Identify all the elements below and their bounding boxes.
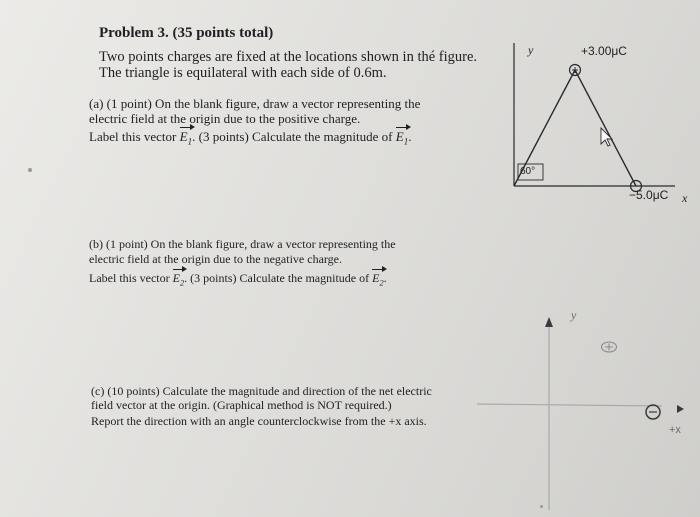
part-c-line1: (c) (10 points) Calculate the magnitude and direction of the net electric: [91, 384, 432, 398]
top-y-label: y: [528, 43, 534, 57]
bottom-x-axis-arrow: [677, 405, 684, 413]
e1-vector-symbol-2: $E_1$: [395, 129, 409, 147]
part-a-line1: (a) (1 point) On the blank figure, draw a vector representing the: [89, 96, 421, 111]
part-a-line3: Label this vector $E_1$. (3 points) Calculate the magnitude of $E_1$.: [89, 129, 412, 147]
e2-vector-symbol-2: $E_2$: [372, 271, 384, 288]
top-x-label: x: [682, 191, 688, 205]
bottom-x-axis: [477, 404, 662, 406]
problem-title: Problem 3. (35 points total): [99, 25, 274, 41]
part-b-line1: (b) (1 point) On the blank figure, draw a vector representing the: [89, 237, 396, 251]
e2-vector-symbol: $E_2$: [172, 271, 185, 288]
angle-label: 60°: [520, 166, 536, 177]
part-a-line3-prefix: Label this vector: [89, 129, 180, 144]
problem-intro-line1: Two points charges are fixed at the locations shown in thé figure.: [99, 49, 478, 65]
part-a-line3-mid: . (3 points) Calculate the magnitude of: [192, 129, 396, 144]
part-a-line2: electric field at the origin due to the positive charge.: [89, 111, 361, 126]
e1-vector-symbol: $E_1$: [179, 129, 193, 147]
part-b-line2: electric field at the origin due to the negative charge.: [89, 252, 343, 266]
part-c-line2: field vector at the origin. (Graphical method is NOT required.): [91, 398, 392, 412]
bottom-x-label: +x: [669, 424, 681, 436]
problem-intro-line2: The triangle is equilateral with each side of 0.6m.: [99, 65, 387, 81]
positive-charge-label: +3.00μC: [581, 44, 627, 58]
part-b-line3-mid: . (3 points) Calculate the magnitude of: [184, 271, 373, 285]
bottom-y-axis-arrow: [545, 317, 553, 327]
part-b-line3-prefix: Label this vector: [89, 271, 173, 285]
part-c-line3: Report the direction with an angle counterclockwise from the +x axis.: [91, 414, 427, 428]
bottom-y-label: y: [571, 308, 577, 322]
part-b-line3: Label this vector $E_2$. (3 points) Calculate the magnitude of $E_2$.: [89, 271, 387, 288]
negative-charge-label: −5.0μC: [629, 188, 669, 202]
